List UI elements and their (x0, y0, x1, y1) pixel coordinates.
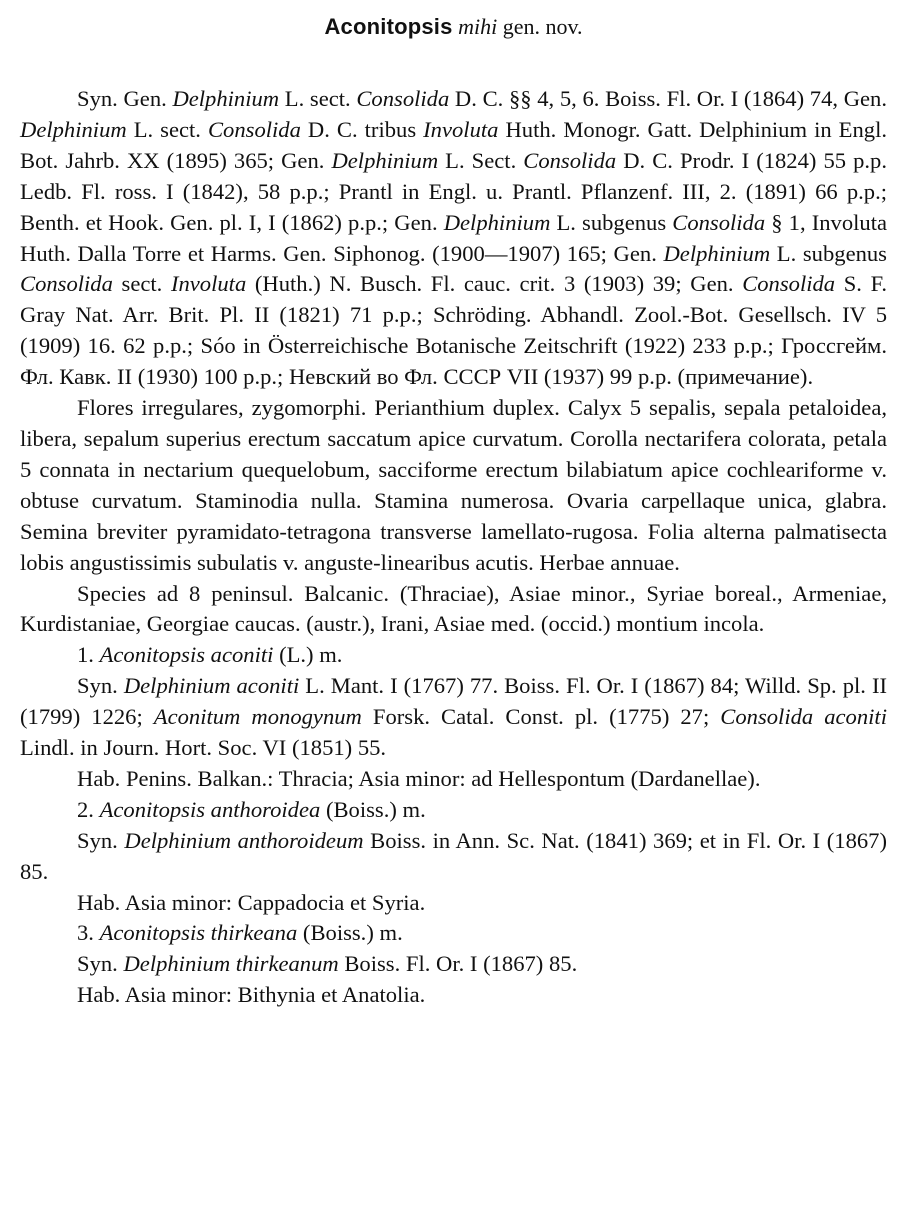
species-synonymy: Syn. Delphinium anthoroideum Boiss. in Ann. Sc. Nat. (1841) 369; et in Fl. Or. I (1867) 85. (20, 827, 887, 884)
species-synonymy: Syn. Delphinium thirkeanum Boiss. Fl. Or. I (1867) 85. (77, 951, 578, 977)
species-habitat: Hab. Asia minor: Cappadocia et Syria. (77, 889, 426, 915)
description-paragraph: Flores irregulares, zygomorphi. Perianthium duplex. Calyx 5 sepalis, sepala petaloidea, libera, sepalum superius erectum saccatum apice curvatum. Corolla nectarifera colorata, petala 5 connata in nectarium quequelobum, sacciforme erectum bilabiatum apice cochleariforme v. obtuse curvatum. Staminodia nulla. Stamina numerosa. Ovaria carpellaque unica, glabra. Semina breviter pyramidato-tetragona transverse lamellato-rugosa. Folia alterna palmatisecta lobis angustissimis subulatis v. anguste-linearibus acutis. Herbae annuae. (20, 395, 887, 575)
title-genus: Aconitopsis (324, 14, 453, 39)
synonymy-paragraph: Syn. Gen. Delphinium L. sect. Consolida D. C. §§ 4, 5, 6. Boiss. Fl. Or. I (1864) 74, Gen. Delphinium L. sect. Consolida D. C. tribus Involuta Huth. Monogr. Gatt. Delphinium in Engl. Bot. Jahrb. XX (1895) 365; Gen. Delphinium L. Sect. Consolida D. C. Prodr. I (1824) 55 p.p. Ledb. Fl. ross. I (1842), 58 p.p.; Prantl in Engl. u. Prantl. Pflanzenf. III, 2. (1891) 66 p.p.; Benth. et Hook. Gen. pl. I, I (1862) p.p.; Gen. Delphinium L. subgenus Consolida § 1, Involuta Huth. Dalla Torre et Harms. Gen. Siphonog. (1900—1907) 165; Gen. Delphinium L. subgenus Consolida sect. Involuta (Huth.) N. Busch. Fl. cauc. crit. 3 (1903) 39; Gen. Consolida S. F. Gray Nat. Arr. Brit. Pl. II (1821) 71 p.p.; Schröding. Abhandl. Zool.-Bot. Gesellsch. IV 5 (1909) 16. 62 p.p.; Sóo in Österreichische Botanische Zeitschrift (1922) 233 p.p.; Гроссгейм. Фл. Кавк. II (1930) 100 p.p.; Невский во Фл. СССР VII (1937) 99 p.p. (примечание). (20, 86, 887, 390)
species-habitat: Hab. Asia minor: Bithynia et Anatolia. (77, 982, 426, 1008)
species-heading: 1. Aconitopsis aconiti (L.) m. (77, 642, 343, 668)
species-heading: 2. Aconitopsis anthoroidea (Boiss.) m. (77, 796, 426, 822)
title-suffix: gen. nov. (502, 14, 583, 39)
species-habitat: Hab. Penins. Balkan.: Thracia; Asia minor: ad Hellespontum (Dardanellae). (77, 765, 761, 791)
page-title (20, 10, 887, 44)
distribution-paragraph: Species ad 8 peninsul. Balcanic. (Thraciae), Asiae minor., Syriae boreal., Armeniae, Kurdistaniae, Georgiae caucas. (austr.), Irani, Asiae med. (occid.) montium incola. (20, 580, 887, 637)
species-synonymy: Syn. Delphinium aconiti L. Mant. I (1767) 77. Boiss. Fl. Or. I (1867) 84; Willd. Sp. pl. II (1799) 1226; Aconitum monogynum Forsk. Catal. Const. pl. (1775) 27; Consolida aconiti Lindl. in Journ. Hort. Soc. VI (1851) 55. (20, 673, 887, 761)
species-heading: 3. Aconitopsis thirkeana (Boiss.) m. (77, 920, 403, 946)
title-author: mihi (458, 14, 498, 39)
